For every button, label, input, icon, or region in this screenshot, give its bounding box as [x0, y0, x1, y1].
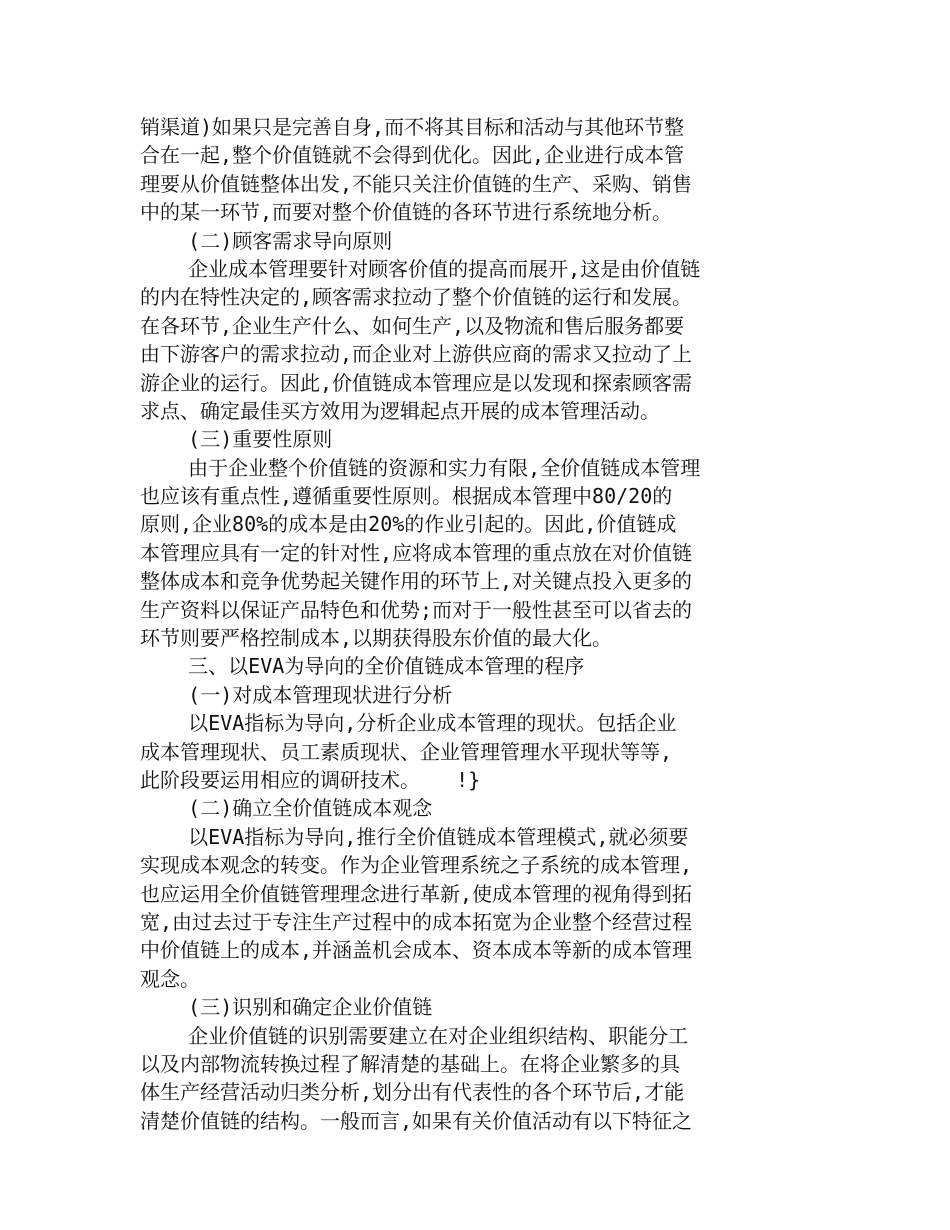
- section-heading: (三)重要性原则: [140, 427, 333, 452]
- text-line: 此阶段要运用相应的调研技术。 !}: [140, 767, 481, 792]
- text-line: 观念。: [140, 966, 200, 991]
- text-line: 的内在特性决定的,顾客需求拉动了整个价值链的运行和发展。: [140, 285, 693, 310]
- text-line: 由下游客户的需求拉动,而企业对上游供应商的需求又拉动了上: [140, 342, 693, 367]
- text-line: 环节则要严格控制成本,以期获得股东价值的最大化。: [140, 626, 613, 651]
- text-line: 企业价值链的识别需要建立在对企业组织结构、职能分工: [140, 1023, 689, 1048]
- text-line: 中的某一环节,而要对整个价值链的各环节进行系统地分析。: [140, 200, 673, 225]
- text-line: 游企业的运行。因此,价值链成本管理应是以发现和探索顾客需: [140, 370, 693, 395]
- text-line: 原则,企业80%的成本是由20%的作业引起的。因此,价值链成: [140, 512, 677, 537]
- text-line: 由于企业整个价值链的资源和实力有限,全价值链成本管理: [140, 455, 701, 480]
- text-line: 理要从价值链整体出发,不能只关注价值链的生产、采购、销售: [140, 171, 693, 196]
- text-line: 清楚价值链的结构。一般而言,如果有关价值活动有以下特征之: [140, 1108, 693, 1133]
- text-line: 体生产经营活动归类分析,划分出有代表性的各个环节后,才能: [140, 1080, 685, 1105]
- body-text: [140, 113, 750, 1135]
- text-line: 销渠道)如果只是完善自身,而不将其目标和活动与其他环节整: [140, 115, 685, 139]
- text-line: 合在一起,整个价值链就不会得到优化。因此,企业进行成本管: [140, 143, 685, 168]
- text-line: 以EVA指标为导向,推行全价值链成本管理模式,就必须要: [140, 824, 689, 849]
- text-line: 整体成本和竞争优势起关键作用的环节上,对关键点投入更多的: [140, 569, 693, 594]
- text-line: 也应该有重点性,遵循重要性原则。根据成本管理中80/20的: [140, 484, 673, 509]
- text-line: 实现成本观念的转变。作为企业管理系统之子系统的成本管理,: [140, 853, 693, 878]
- text-line: 也应运用全价值链管理理念进行革新,使成本管理的视角得到拓: [140, 881, 693, 906]
- text-line: 企业成本管理要针对顾客价值的提高而展开,这是由价值链: [140, 256, 701, 281]
- chapter-heading: 三、以EVA为导向的全价值链成本管理的程序: [140, 654, 585, 679]
- section-heading: (二)确立全价值链成本观念: [140, 796, 433, 821]
- text-line: 本管理应具有一定的针对性,应将成本管理的重点放在对价值链: [140, 540, 693, 565]
- text-line: 以EVA指标为导向,分析企业成本管理的现状。包括企业: [140, 711, 677, 736]
- text-line: 求点、确定最佳买方效用为逻辑起点开展的成本管理活动。: [140, 398, 660, 423]
- section-heading: (三)识别和确定企业价值链: [140, 995, 433, 1020]
- text-line: 生产资料以保证产品特色和优势;而对于一般性甚至可以省去的: [140, 597, 693, 622]
- text-line: 中价值链上的成本,并涵盖机会成本、资本成本等新的成本管理: [140, 938, 693, 963]
- section-heading: (二)顾客需求导向原则: [140, 228, 393, 253]
- text-line: 在各环节,企业生产什么、如何生产,以及物流和售后服务都要: [140, 313, 685, 338]
- text-line: 宽,由过去过于专注生产过程中的成本拓宽为企业整个经营过程: [140, 909, 693, 934]
- text-line: 成本管理现状、员工素质现状、企业管理管理水平现状等等,: [140, 739, 673, 764]
- section-heading: (一)对成本管理现状进行分析: [140, 682, 453, 707]
- text-line: 以及内部物流转换过程了解清楚的基础上。在将企业繁多的具: [140, 1051, 680, 1076]
